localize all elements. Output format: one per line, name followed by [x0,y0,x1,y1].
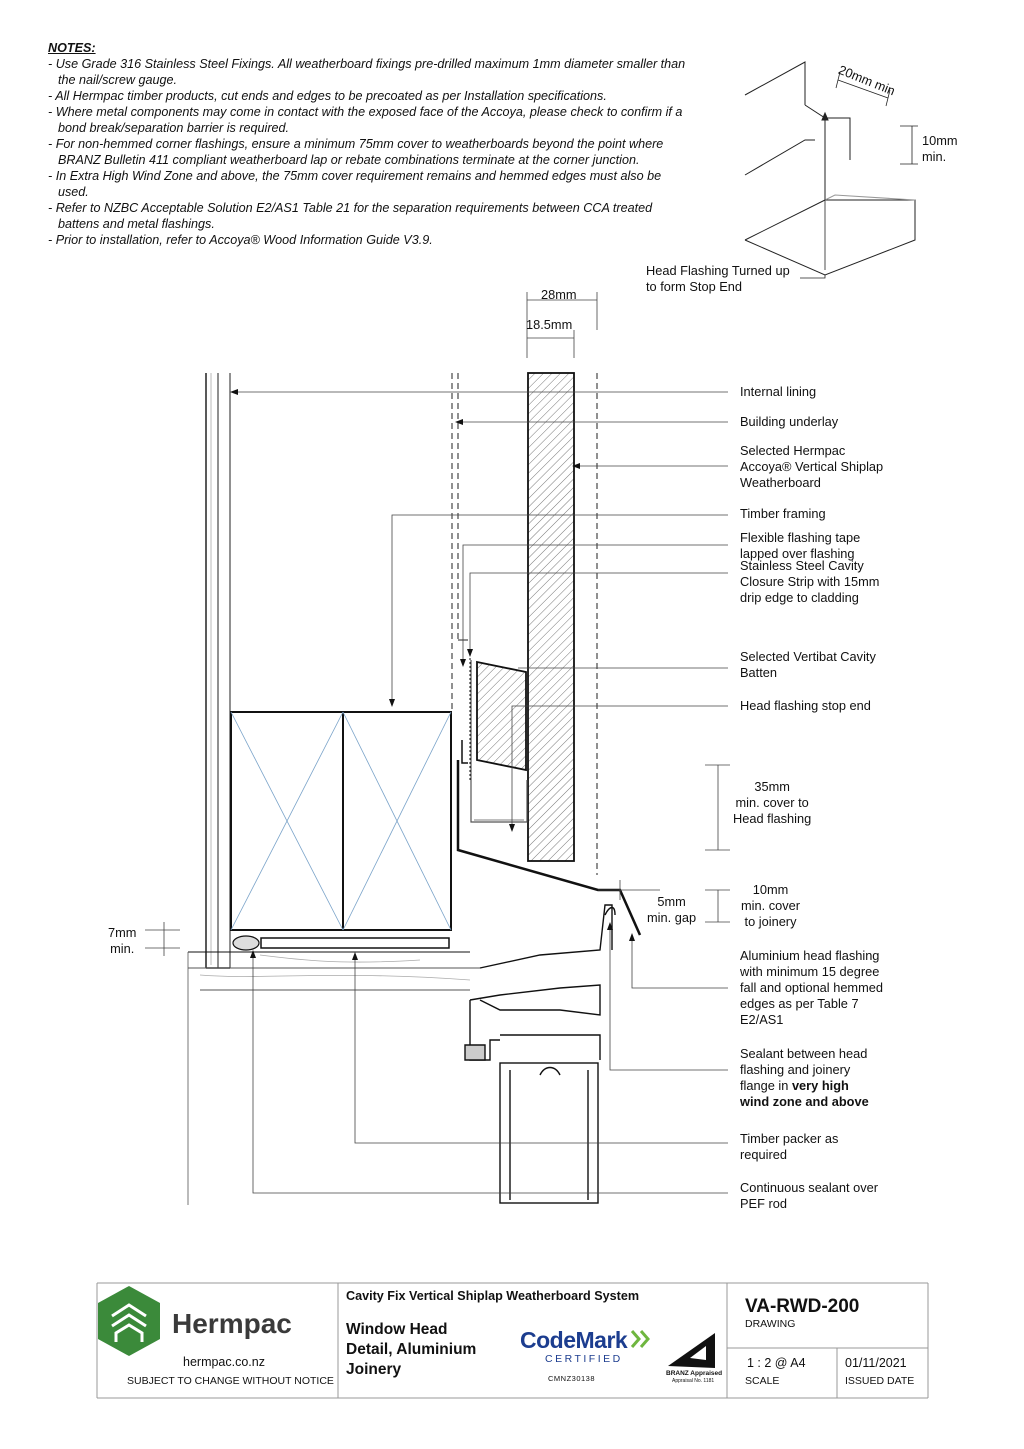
branz-appraised: BRANZ Appraised [666,1370,723,1377]
label-stop-end: Head flashing stop end [740,698,871,713]
branz-number: Appraisal No. 1181 [672,1378,715,1384]
dim-7mm: 7mm min. [108,925,137,956]
dim-5mm: 5mm min. gap [647,894,697,925]
weatherboard [528,373,597,875]
drawing-label: DRAWING [745,1318,796,1330]
issued-date: 01/11/2021 [845,1356,907,1370]
label-building-underlay: Building underlay [740,414,839,429]
label-weatherboard: Selected Hermpac Accoya® Vertical Shiplap Weatherboard [740,443,884,490]
aluminium-joinery [465,905,615,1203]
codemark-certified: CERTIFIED [545,1353,623,1365]
inset-label: Head Flashing Turned up to form Stop End [646,263,790,294]
scale-value: 1 : 2 @ A4 [747,1356,806,1370]
disclaimer: SUBJECT TO CHANGE WITHOUT NOTICE [127,1375,334,1387]
note-item: - Prior to installation, refer to Accoya® Wood Information Guide V3.9. [48,233,433,247]
cavity-batten [477,662,526,770]
note-item: - Refer to NZBC Acceptable Solution E2/AS1 Table 21 for the separation requirements between CCA treated battens and metal flashings. [48,201,653,231]
timber-framing [231,712,451,930]
label-sealant-text: Sealant between head flashing and joinery flange in [740,1046,868,1093]
system-title: Cavity Fix Vertical Shiplap Weatherboard System [346,1289,640,1303]
codemark-logo: CodeMark [520,1327,628,1353]
label-continuous-sealant: Continuous sealant over PEF rod [740,1180,879,1211]
codemark-number: CMNZ30138 [548,1374,596,1383]
note-item: - Where metal components may come in contact with the exposed face of the Accoya, please check to confirm if a bond break/separation barrier is required. [48,105,683,135]
inset-dim-height: 10mm min. [922,133,958,164]
dim-28mm: 28mm [541,287,577,302]
internal-lining [206,373,230,968]
label-head-flashing: Aluminium head flashing with minimum 15 degree fall and optional hemmed edges as per Table 7 E2/AS1 [740,948,883,1027]
scale-label: SCALE [745,1375,780,1387]
note-item: - Use Grade 316 Stainless Steel Fixings. All weatherboard fixings pre-drilled maximum 1mm diameter smaller than the nail/screw gauge. [48,57,686,87]
issued-date-label: ISSUED DATE [845,1375,915,1387]
website-link[interactable]: hermpac.co.nz [183,1355,265,1369]
label-sealant-bold: very high wind zone and above [740,1078,869,1109]
notes-title: NOTES: [48,41,96,55]
label-internal-lining: Internal lining [740,384,817,399]
label-sealant [740,1046,869,1110]
dim-10mm: 10mm min. cover to joinery [741,882,801,929]
note-item: - For non-hemmed corner flashings, ensure a minimum 75mm cover to weatherboards beyond the point where BRANZ Bulletin 411 compliant weatherboard lap or rebate combinations terminate at the corner junction. [48,137,664,167]
note-item: - All Hermpac timber products, cut ends and edges to be precoated as per Installation specifications. [48,89,607,103]
label-timber-packer: Timber packer as required [740,1131,839,1162]
label-closure-strip: Stainless Steel Cavity Closure Strip with 15mm drip edge to cladding [740,558,880,605]
note-item: - In Extra High Wind Zone and above, the 75mm cover requirement remains and hemmed edges must also be used. [48,169,662,199]
label-timber-framing: Timber framing [740,506,826,521]
dim-18-5mm: 18.5mm [526,317,573,332]
drawing-number: VA-RWD-200 [745,1296,860,1317]
dim-35mm: 35mm min. cover to Head flashing [733,779,812,826]
label-cavity-batten: Selected Vertibat Cavity Batten [740,649,876,680]
label-flashing-tape: Flexible flashing tape lapped over flashing [740,530,861,561]
packer-and-sealant [188,936,480,1205]
inset-dim-width: 20mm min [836,62,898,99]
brand-name: Hermpac [172,1308,292,1339]
drawing-title: Window Head Detail, Aluminium Joinery [346,1321,477,1378]
